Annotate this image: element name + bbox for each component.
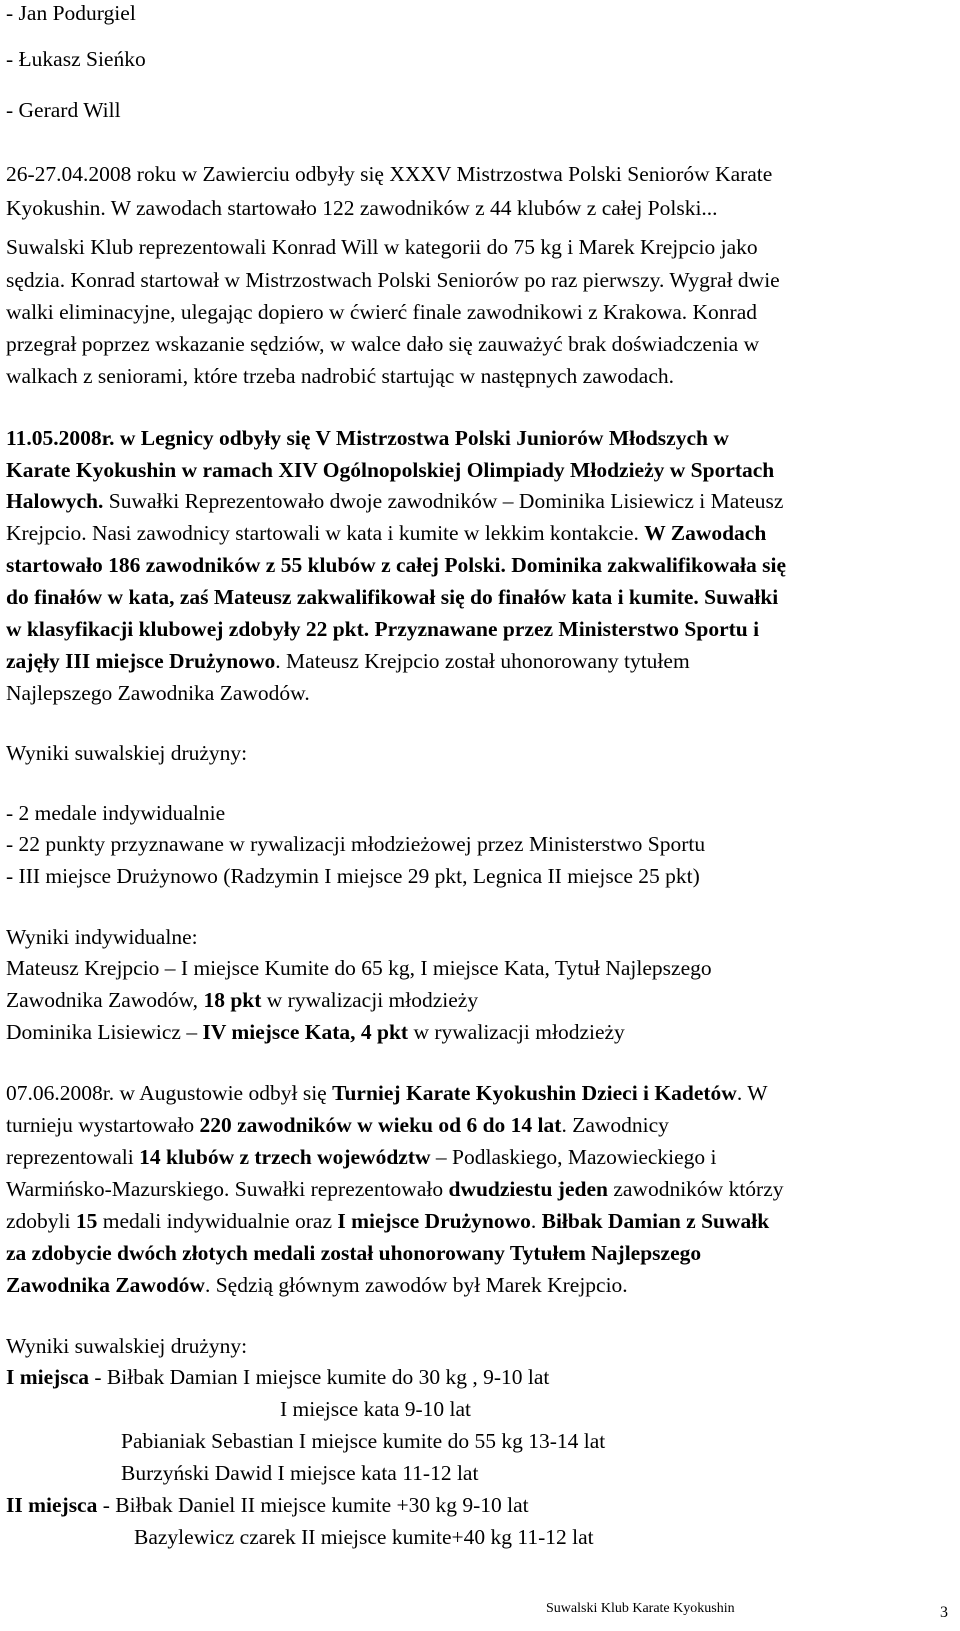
text-line: zajęły III miejsce Drużynowo. Mateusz Krejpcio został uhonorowany tytułem <box>6 649 690 673</box>
section-heading: Wyniki indywidualne: <box>6 925 198 949</box>
section-heading: Wyniki suwalskiej drużyny: <box>6 741 248 765</box>
text-line: turnieju wystartowało 220 zawodników w wieku od 6 do 14 lat. Zawodnicy <box>6 1113 669 1137</box>
result-row: Burzyński Dawid I miejsce kata 11-12 lat <box>121 1461 479 1485</box>
text-line: Halowych. Suwałki Reprezentowało dwoje zawodników – Dominika Lisiewicz i Mateusz <box>6 489 784 513</box>
result-row: I miejsca - Biłbak Damian I miejsce kumite do 30 kg , 9-10 lat <box>6 1365 550 1389</box>
result-row: I miejsce kata 9-10 lat <box>280 1397 472 1421</box>
result-row: Pabianiak Sebastian I miejsce kumite do 55 kg 13-14 lat <box>121 1429 606 1453</box>
text-line: startowało 186 zawodników z 55 klubów z całej Polski. Dominika zakwalifikowała się <box>6 553 786 577</box>
text-line: Karate Kyokushin w ramach XIV Ogólnopolskiej Olimpiady Młodzieży w Sportach <box>6 458 775 482</box>
text-line: Zawodnika Zawodów, 18 pkt w rywalizacji młodzieży <box>6 988 479 1012</box>
result-row: II miejsca - Biłbak Daniel II miejsce kumite +30 kg 9-10 lat <box>6 1493 529 1517</box>
text-line: Mateusz Krejpcio – I miejsce Kumite do 65 kg, I miejsce Kata, Tytuł Najlepszego <box>6 956 712 980</box>
text-line: sędzia. Konrad startował w Mistrzostwach Polski Seniorów po raz pierwszy. Wygrał dwie <box>6 268 780 292</box>
text-line: w klasyfikacji klubowej zdobyły 22 pkt. Przyznawane przez Ministerstwo Sportu i <box>6 617 760 641</box>
section-heading: Wyniki suwalskiej drużyny: <box>6 1334 248 1358</box>
page-number: 3 <box>940 1604 948 1621</box>
text-line: za zdobycie dwóch złotych medali został uhonorowany Tytułem Najlepszego <box>6 1241 702 1265</box>
text-line: 26-27.04.2008 roku w Zawierciu odbyły się XXXV Mistrzostwa Polski Seniorów Karate <box>6 162 773 186</box>
text-line: do finałów w kata, zaś Mateusz zakwalifikował się do finałów kata i kumite. Suwałki <box>6 585 779 609</box>
text-line: Najlepszego Zawodnika Zawodów. <box>6 681 310 705</box>
list-item: - Gerard Will <box>6 98 121 122</box>
text-line: Kyokushin. W zawodach startowało 122 zawodników z 44 klubów z całej Polski... <box>6 196 718 220</box>
text-line: 07.06.2008r. w Augustowie odbył się Turniej Karate Kyokushin Dzieci i Kadetów. W <box>6 1081 768 1105</box>
list-item: - Łukasz Sieńko <box>6 47 146 71</box>
result-row: Bazylewicz czarek II miejsce kumite+40 kg 11-12 lat <box>134 1525 594 1549</box>
text-line: zdobyli 15 medali indywidualnie oraz I miejsce Drużynowo. Biłbak Damian z Suwałk <box>6 1209 770 1233</box>
text-line: Dominika Lisiewicz – IV miejsce Kata, 4 pkt w rywalizacji młodzieży <box>6 1020 625 1044</box>
text-line: walki eliminacyjne, ulegając dopiero w ćwierć finale zawodnikowi z Krakowa. Konrad <box>6 300 758 324</box>
list-item: - 2 medale indywidualnie <box>6 801 226 825</box>
text-line: Zawodnika Zawodów. Sędzią głównym zawodów był Marek Krejpcio. <box>6 1273 628 1297</box>
list-item: - 22 punkty przyznawane w rywalizacji młodzieżowej przez Ministerstwo Sportu <box>6 832 706 856</box>
text-line: Warmińsko-Mazurskiego. Suwałki reprezentowało dwudziestu jeden zawodników którzy <box>6 1177 784 1201</box>
text-line: reprezentowali 14 klubów z trzech województw – Podlaskiego, Mazowieckiego i <box>6 1145 717 1169</box>
text-line: 11.05.2008r. w Legnicy odbyły się V Mistrzostwa Polski Juniorów Młodszych w <box>6 426 729 450</box>
page-footer: Suwalski Klub Karate Kyokushin <box>546 1601 735 1616</box>
list-item: - Jan Podurgiel <box>6 1 136 25</box>
list-item: - III miejsce Drużynowo (Radzymin I miejsce 29 pkt, Legnica II miejsce 25 pkt) <box>6 864 700 888</box>
text-line: Suwalski Klub reprezentowali Konrad Will w kategorii do 75 kg i Marek Krejpcio jako <box>6 235 758 259</box>
text-line: przegrał poprzez wskazanie sędziów, w walce dało się zauważyć brak doświadczenia w <box>6 332 760 356</box>
text-line: walkach z seniorami, które trzeba nadrobić startując w następnych zawodach. <box>6 364 675 388</box>
text-line: Krejpcio. Nasi zawodnicy startowali w kata i kumite w lekkim kontakcie. W Zawodach <box>6 521 767 545</box>
